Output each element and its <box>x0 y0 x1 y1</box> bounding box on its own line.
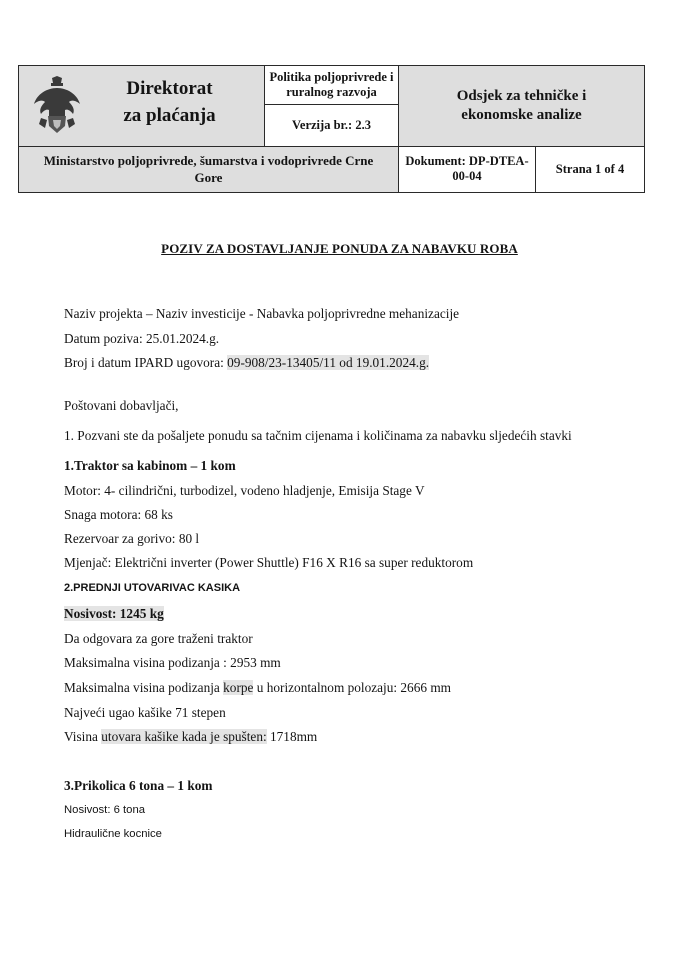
department-line-1: Odsjek za tehničke i <box>456 87 587 104</box>
item2-line-5-end: 1718mm <box>266 729 318 744</box>
directorate-line-2: za plaćanja <box>123 105 216 126</box>
department-line-2: ekonomske analize <box>461 106 582 123</box>
item2-line-1: Da odgovara za gore traženi traktor <box>64 631 253 646</box>
version-label: Verzija br.: 2.3 <box>292 118 371 133</box>
policy-version-cell <box>265 66 399 147</box>
ministry-line-2: Gore <box>194 170 223 186</box>
item2-line-2: Maksimalna visina podizanja : 2953 mm <box>64 655 281 670</box>
item1-line-3: Rezervoar za gorivo: 80 l <box>64 531 200 546</box>
contract-value: 09-908/23-13405/11 od 19.01.2024.g. <box>227 355 430 370</box>
policy-box <box>265 66 398 105</box>
page-number: Strana 1 of 4 <box>555 161 625 176</box>
item2-capacity-text: Nosivost: 1245 kg <box>64 606 164 621</box>
project-line: Naziv projekta – Naziv investicije - Nabavka poljoprivredne mehanizacije <box>64 306 460 321</box>
department-cell <box>399 66 645 147</box>
item2-line-3-highlight: korpe <box>223 680 254 695</box>
policy-line-1: Politika poljoprivrede i <box>269 70 394 85</box>
ministry-cell <box>19 146 399 192</box>
item3-line-1: Nosivost: 6 tona <box>64 804 146 816</box>
item2-heading: 2.PREDNJI UTOVARIVAC KASIKA <box>64 582 241 594</box>
item1-line-4: Mjenjač: Električni inverter (Power Shuttle) F16 X R16 sa super reduktorom <box>64 555 474 570</box>
item1-heading: 1.Traktor sa kabinom – 1 kom <box>64 458 236 473</box>
ministry-line-1: Ministarstvo poljoprivrede, šumarstva i vodoprivrede Crne <box>43 153 374 169</box>
document-title: POZIV ZA DOSTAVLJANJE PONUDA ZA NABAVKU ROBA <box>161 241 518 256</box>
document-box <box>399 147 536 192</box>
crest-icon <box>33 76 81 134</box>
item2-line-5 <box>64 729 317 745</box>
item3-heading: 3.Prikolica 6 tona – 1 kom <box>64 778 213 793</box>
contract-label: Broj i datum IPARD ugovora: <box>64 355 228 370</box>
item3-line-2: Hidraulične kocnice <box>64 828 162 840</box>
header-table <box>18 65 645 193</box>
item2-capacity <box>64 606 164 622</box>
item2-line-4: Najveći ugao kašike 71 stepen <box>64 705 226 720</box>
greeting: Poštovani dobavljači, <box>64 398 179 413</box>
contract-line <box>64 355 429 371</box>
item1-line-1: Motor: 4- cilindrični, turbodizel, vodeno hladjenje, Emisija Stage V <box>64 483 425 498</box>
item2-line-3-end: u horizontalnom polozaju: 2666 mm <box>253 680 452 695</box>
policy-line-2: ruralnog razvoja <box>286 85 377 100</box>
document-line-1: Dokument: DP-DTEA- <box>405 154 529 169</box>
item2-line-3-start: Maksimalna visina podizanja <box>64 680 224 695</box>
document-line-2: 00-04 <box>452 169 482 184</box>
item1-line-2: Snaga motora: 68 ks <box>64 507 173 522</box>
directorate-cell <box>19 66 265 147</box>
item2-line-5-highlight: utovara kašike kada je spušten: <box>101 729 267 744</box>
intro-paragraph: 1. Pozvani ste da pošaljete ponudu sa tačnim cijenama i količinama za nabavku sljedećih stavki <box>64 428 572 443</box>
directorate-line-1: Direktorat <box>126 78 213 99</box>
date-line: Datum poziva: 25.01.2024.g. <box>64 331 220 346</box>
document-header <box>18 65 644 193</box>
item2-line-5-start: Visina <box>64 729 102 744</box>
item2-line-3 <box>64 680 451 696</box>
document-page-cell <box>399 146 645 192</box>
directorate-title <box>77 75 262 129</box>
document-page-split <box>399 147 644 192</box>
